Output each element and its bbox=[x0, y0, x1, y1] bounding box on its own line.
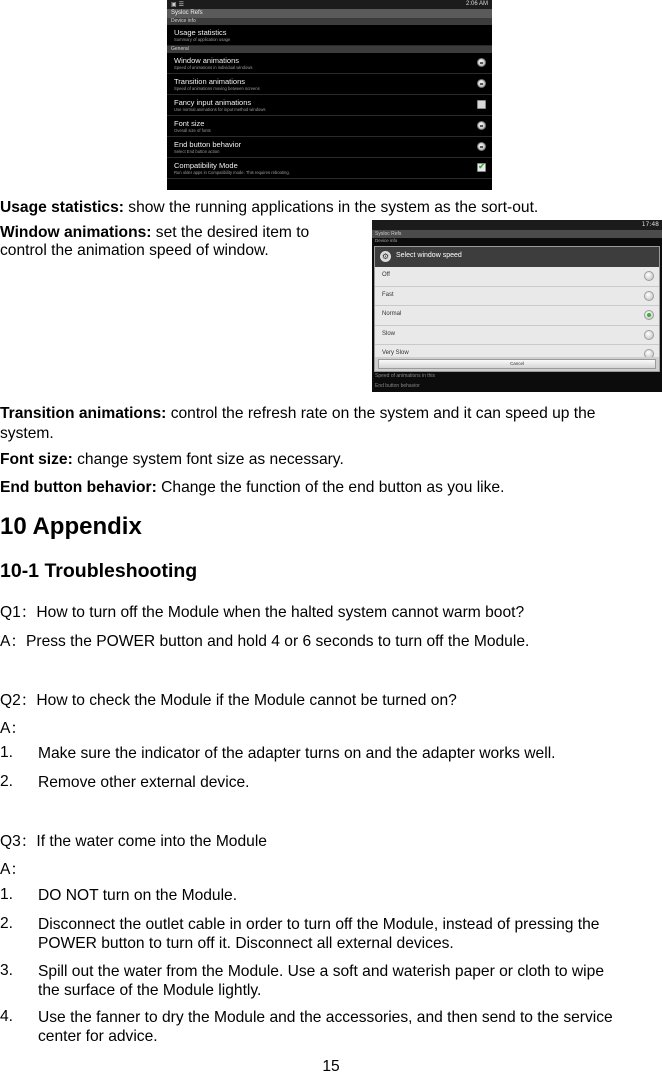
transition-animations-paragraph bbox=[0, 404, 595, 424]
setting-row-compatibility-mode[interactable] bbox=[167, 158, 492, 179]
option-slow[interactable] bbox=[375, 326, 659, 346]
status-time: 17:48 bbox=[641, 221, 659, 228]
setting-row-end-button-behavior[interactable] bbox=[167, 137, 492, 158]
menu-arrow-icon[interactable] bbox=[477, 79, 486, 88]
setting-row-transition-animations[interactable] bbox=[167, 74, 492, 95]
checkbox-unchecked[interactable] bbox=[477, 100, 486, 109]
setting-subtitle: Run older apps in Compatibility mode. This requires rebooting. bbox=[174, 170, 290, 175]
window-animations-paragraph-cont: control the animation speed of window. bbox=[0, 242, 269, 259]
setting-subtitle: Use normal animations for input method windows bbox=[174, 107, 266, 112]
question-2: Q2：How to check the Module if the Module cannot be turned on? bbox=[0, 692, 457, 709]
status-bar bbox=[372, 220, 662, 230]
font-size-paragraph bbox=[0, 450, 344, 470]
setting-row-usage-statistics[interactable] bbox=[167, 25, 492, 46]
list-item: Spill out the water from the Module. Use a soft and waterish paper or cloth to wipe bbox=[38, 963, 604, 980]
dialog-header bbox=[375, 247, 659, 267]
option-label: Very Slow bbox=[382, 350, 409, 357]
dialog-title: Select window speed bbox=[396, 252, 462, 259]
window-animations-paragraph bbox=[0, 223, 309, 243]
setting-subtitle: Select End button action bbox=[174, 149, 220, 154]
radio-button[interactable] bbox=[644, 330, 654, 340]
section-general: General bbox=[167, 46, 492, 53]
term-label: Usage statistics: bbox=[0, 199, 124, 216]
menu-arrow-icon[interactable] bbox=[477, 142, 486, 151]
background-text: End button behavior bbox=[375, 383, 420, 389]
heading-appendix: 10 Appendix bbox=[0, 513, 142, 540]
term-description: change system font size as necessary. bbox=[72, 451, 344, 468]
settings-icon: ⚙ bbox=[381, 252, 390, 261]
radio-button[interactable] bbox=[644, 291, 654, 301]
setting-subtitle: Overall size of fonts bbox=[174, 128, 211, 133]
radio-button[interactable] bbox=[644, 271, 654, 281]
answer-2-label: A： bbox=[0, 720, 26, 737]
radio-button-selected[interactable] bbox=[644, 310, 654, 320]
option-label: Fast bbox=[382, 291, 394, 298]
background-text: Speed of animations in this bbox=[375, 373, 436, 379]
notification-icons: ▣ ☰ bbox=[171, 1, 184, 8]
cancel-button[interactable]: Cancel bbox=[378, 359, 656, 369]
option-label: Normal bbox=[382, 311, 402, 318]
list-item-cont: center for advice. bbox=[38, 1028, 158, 1045]
question-3: Q3：If the water come into the Module bbox=[0, 833, 267, 850]
setting-title: Compatibility Mode bbox=[174, 161, 238, 170]
term-description: set the desired item to bbox=[151, 224, 310, 241]
select-window-speed-dialog bbox=[374, 246, 660, 372]
list-number: 4. bbox=[0, 1008, 14, 1025]
setting-title: End button behavior bbox=[174, 140, 242, 149]
option-normal[interactable] bbox=[375, 306, 659, 326]
transition-animations-paragraph-cont: system. bbox=[0, 425, 54, 442]
setting-row-window-animations[interactable] bbox=[167, 53, 492, 74]
term-description: control the refresh rate on the system and it can speed up the bbox=[166, 405, 596, 422]
option-label: Slow bbox=[382, 330, 396, 337]
heading-troubleshooting: 10-1 Troubleshooting bbox=[0, 560, 198, 582]
settings-title: Sysloc Refs bbox=[167, 9, 492, 18]
settings-title: Sysloc Refs bbox=[372, 230, 662, 238]
term-label: Font size: bbox=[0, 451, 73, 468]
term-label: End button behavior: bbox=[0, 479, 157, 496]
setting-subtitle: Speed of animations in individual windows bbox=[174, 65, 253, 70]
setting-row-font-size[interactable] bbox=[167, 116, 492, 137]
question-1: Q1：How to turn off the Module when the halted system cannot warm boot? bbox=[0, 604, 525, 621]
setting-title: Font size bbox=[174, 119, 205, 128]
list-item: Disconnect the outlet cable in order to turn off the Module, instead of pressing the bbox=[38, 916, 600, 933]
setting-subtitle: Speed of animations moving between screens bbox=[174, 86, 260, 91]
answer-1: A：Press the POWER button and hold 4 or 6 seconds to turn off the Module. bbox=[0, 633, 530, 650]
list-number: 2. bbox=[0, 915, 14, 932]
setting-subtitle: Summary of application usage bbox=[174, 37, 231, 42]
term-label: Transition animations: bbox=[0, 405, 167, 422]
section-device-info: Device info bbox=[167, 18, 492, 25]
window-speed-dialog-screenshot bbox=[372, 220, 662, 392]
list-item: Make sure the indicator of the adapter turns on and the adapter works well. bbox=[38, 745, 556, 762]
list-item: DO NOT turn on the Module. bbox=[38, 887, 238, 904]
settings-screenshot bbox=[167, 0, 492, 190]
menu-arrow-icon[interactable] bbox=[477, 58, 486, 67]
list-item: Use the fanner to dry the Module and the accessories, and then send to the service bbox=[38, 1009, 613, 1026]
page-number: 15 bbox=[322, 1058, 340, 1075]
setting-row-fancy-input-animations[interactable] bbox=[167, 95, 492, 116]
answer-3-label: A： bbox=[0, 861, 26, 878]
option-off[interactable] bbox=[375, 267, 659, 287]
list-number: 2. bbox=[0, 773, 14, 790]
status-bar bbox=[167, 0, 492, 9]
menu-arrow-icon[interactable] bbox=[477, 121, 486, 130]
list-number: 3. bbox=[0, 962, 14, 979]
list-item-cont: POWER button to turn off it. Disconnect all external devices. bbox=[38, 935, 454, 952]
list-item-cont: the surface of the Module lightly. bbox=[38, 982, 262, 999]
setting-title: Window animations bbox=[174, 56, 240, 65]
list-number: 1. bbox=[0, 886, 14, 903]
section-device-info: Device info bbox=[375, 238, 398, 243]
option-fast[interactable] bbox=[375, 287, 659, 307]
option-label: Off bbox=[382, 272, 390, 278]
term-description: Change the function of the end button as you like. bbox=[156, 479, 505, 496]
list-number: 1. bbox=[0, 744, 14, 761]
end-button-paragraph bbox=[0, 478, 504, 498]
setting-title: Transition animations bbox=[174, 77, 246, 86]
dialog-footer bbox=[375, 357, 659, 371]
term-description: show the running applications in the system as the sort-out. bbox=[123, 199, 539, 216]
usage-statistics-paragraph bbox=[0, 198, 538, 218]
checkbox-checked-icon[interactable] bbox=[477, 163, 486, 172]
list-item: Remove other external device. bbox=[38, 774, 250, 791]
status-time: 2:06 AM bbox=[465, 1, 488, 7]
setting-title: Fancy input animations bbox=[174, 98, 252, 107]
setting-title: Usage statistics bbox=[174, 28, 227, 37]
term-label: Window animations: bbox=[0, 224, 152, 241]
